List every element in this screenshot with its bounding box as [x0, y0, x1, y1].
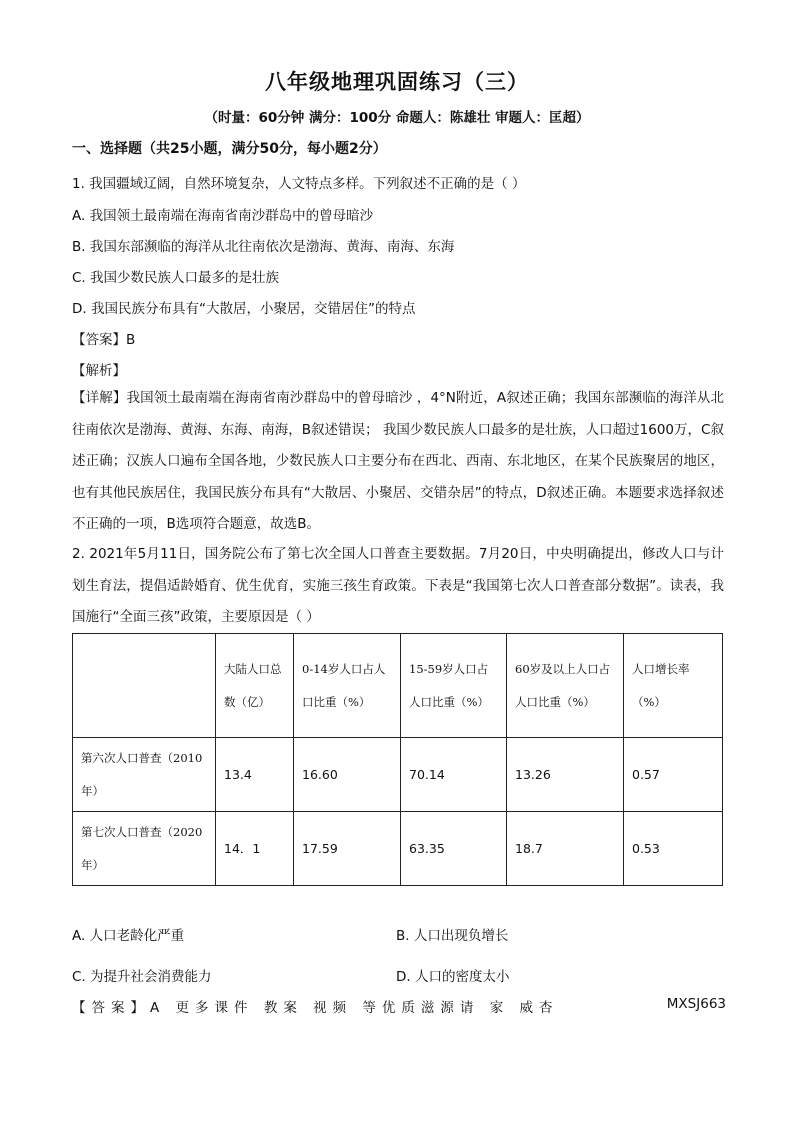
question-1-analysis-label: 【解析】: [72, 363, 126, 379]
table-header-cell: 60岁及以上人口占人口比重（%）: [507, 634, 624, 738]
question-2-option-a: A. 人口老龄化严重: [72, 928, 185, 944]
page-title: 八年级地理巩固练习（三）: [265, 70, 529, 94]
exam-info: （时量：60分钟 满分：100分 命题人：陈雄壮 审题人：匡超）: [204, 110, 590, 126]
table-cell: 0.57: [624, 738, 723, 812]
table-row: [73, 812, 723, 886]
question-2-option-d: D. 人口的密度太小: [396, 969, 510, 985]
census-table: [72, 633, 723, 886]
table-header-cell: 人口增长率（%）: [624, 634, 723, 738]
table-cell: 第七次人口普查（2020年）: [73, 812, 216, 886]
question-1-detail: 【详解】我国领土最南端在海南省南沙群岛中的曾母暗沙 ，4°N附近，A叙述正确；我国东部濒临的海洋从北往南依次是渤海、黄海、东海、南海，B叙述错误； 我国少数民族人口最多的是壮族，人口超过1600万，C叙述正确；汉族人口遍布全国各地，少数民族人口主要分布在西北、西南、东北地区，在某个民族聚居的地区，也有其他民族居住，我国民族分布具有“大散居、小聚居、交错杂居”的特点，D叙述正确。本题要求选择叙述不正确的一项，B选项符合题意，故选B。: [72, 390, 724, 532]
table-cell: 70.14: [401, 738, 507, 812]
table-header-cell: 0-14岁人口占人口比重（%）: [294, 634, 401, 738]
answer-footer: [72, 996, 726, 1016]
table-header-cell: [73, 634, 216, 738]
question-1-option-c: C. 我国少数民族人口最多的是壮族: [72, 270, 280, 286]
table-cell: 16.60: [294, 738, 401, 812]
question-1-option-d: D. 我国民族分布具有“大散居，小聚居，交错居住”的特点: [72, 301, 416, 317]
table-header-row: [73, 634, 723, 738]
section-heading: 一、选择题（共25小题，满分50分，每小题2分）: [72, 141, 387, 157]
question-1-answer: 【答案】B: [72, 332, 136, 348]
table-cell: 63.35: [401, 812, 507, 886]
question-2-answer: 【答案】A 更多课件 教案 视频 等优质滋源请 家 威杏: [72, 1000, 559, 1016]
question-1-option-a: A. 我国领土最南端在海南省南沙群岛中的曾母暗沙: [72, 208, 374, 224]
table-header-cell: 15-59岁人口占人口比重（%）: [401, 634, 507, 738]
table-row: [73, 738, 723, 812]
question-2-option-b: B. 人口出现负增长: [396, 928, 509, 944]
document-code: MXSJ663: [666, 996, 726, 1012]
table-cell: 0.53: [624, 812, 723, 886]
table-cell: 17.59: [294, 812, 401, 886]
table-cell: 13.26: [507, 738, 624, 812]
question-2-option-c: C. 为提升社会消费能力: [72, 969, 212, 985]
table-cell: 13.4: [216, 738, 294, 812]
question-2-stem: 2. 2021年5月11日，国务院公布了第七次全国人口普查主要数据。7月20日，中央明确提出，修改人口与计划生育法，提倡适龄婚育、优生优育，实施三孩生育政策。下表是“我国第七次人口普查部分数据”。读表，我国施行“全面三孩”政策，主要原因是（ ）: [72, 546, 724, 625]
table-cell: 第六次人口普查（2010年）: [73, 738, 216, 812]
table-header-cell: 大陆人口总数（亿）: [216, 634, 294, 738]
question-1-stem: 1. 我国疆域辽阔，自然环境复杂，人文特点多样。下列叙述不正确的是（ ）: [72, 176, 526, 192]
table-cell: 14．1: [216, 812, 294, 886]
question-1-option-b: B. 我国东部濒临的海洋从北往南依次是渤海、黄海、南海、东海: [72, 239, 455, 255]
table-cell: 18.7: [507, 812, 624, 886]
